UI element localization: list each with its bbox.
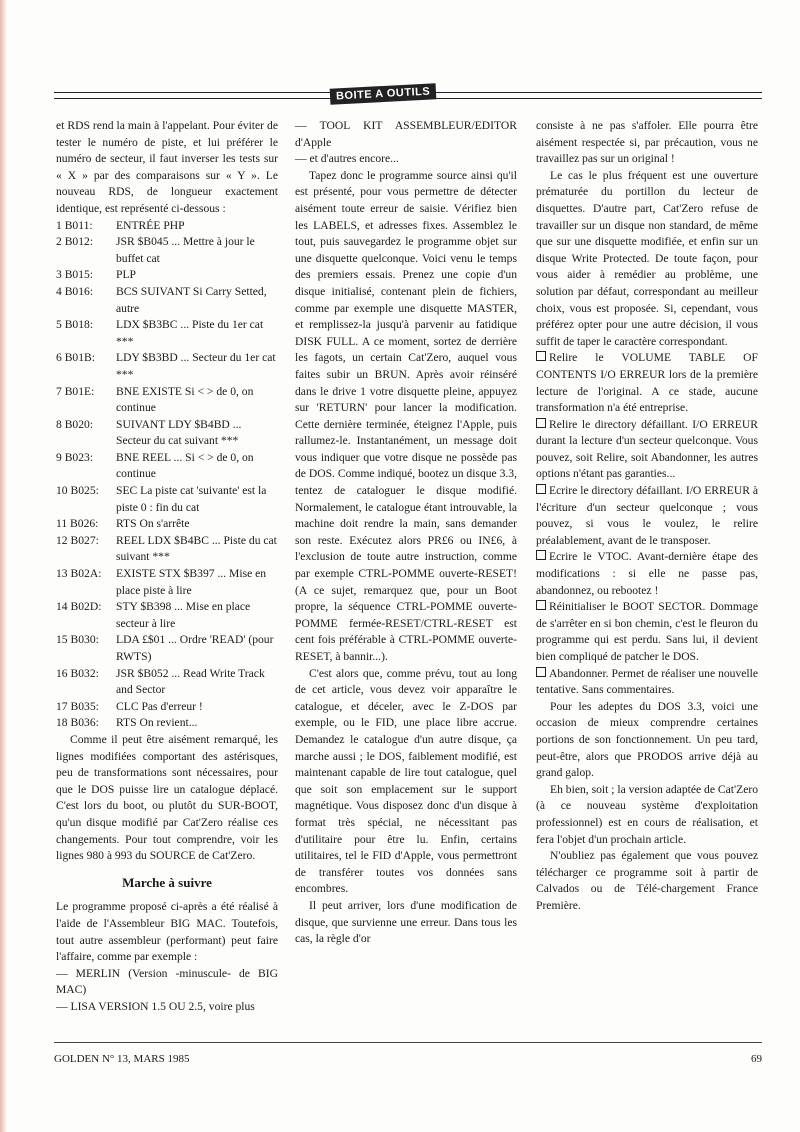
paragraph: et RDS rend la main à l'appelant. Pour éviter de tester le numéro de piste, et lui préférer le numéro de secteur, il faut inverser les tests sur « X » par des comparaisons sur « Y ». Le nouveau RDS, de longueur exactement identique, est représenté ci-dessous : bbox=[56, 119, 278, 215]
line-address: 12 B027: bbox=[56, 533, 99, 547]
issue-info: GOLDEN N° 13, MARS 1985 bbox=[54, 1053, 190, 1065]
column-1 bbox=[56, 118, 278, 1015]
option-item bbox=[536, 417, 758, 483]
checkbox-icon bbox=[536, 484, 546, 494]
line-code: RTS On revient... bbox=[116, 716, 198, 730]
line-code: EXISTE STX $B397 ... Mise en place piste à lire bbox=[116, 567, 267, 597]
paragraph: C'est alors que, comme prévu, tout au long de cet article, vous devez voir apparaître le catalogue, et déceler, avec le Z-DOS par exemple, ou le FID, une place libre accrue. Demandez le catalogue d'un autre disque, ça marche aussi ; le DOS, faiblement modifié, est maintenant capable de lire tout catalogue, quel que soit son emplacement sur le support magnétique. Vous disposez donc d'un disque à format très spécial, ne nécessitant pas d'utilitaire pour être lu. Enfin, certains utilitaires, tel le FID d'Apple, vous permettront de transférer toutes vos données sans encombres. bbox=[295, 666, 517, 896]
listing-line bbox=[56, 533, 278, 566]
option-text: Abandonner. Permet de réaliser une nouvelle tentative. Sans commentaires. bbox=[536, 666, 758, 697]
line-code: LDA £$01 ... Ordre 'READ' (pour RWTS) bbox=[116, 633, 274, 663]
listing-line bbox=[56, 566, 278, 599]
listing-line bbox=[56, 450, 278, 483]
listing-line bbox=[56, 350, 278, 383]
line-address: 1 B011: bbox=[56, 218, 93, 232]
listing-line bbox=[56, 284, 278, 317]
option-item bbox=[536, 549, 758, 599]
line-code: BCS SUIVANT Si Carry Setted, autre bbox=[116, 284, 267, 315]
paragraph: N'oubliez pas également que vous pouvez télécharger ce programme soit à partir de Calvados ou de Télé-chargement France Première. bbox=[536, 849, 758, 912]
paragraph: Tapez donc le programme source ainsi qu'il est présenté, pour vous permettre de détecter aisément toute erreur de saisie. Vérifiez bien les LABELS, et adresses fixes. Assemblez le tout, puis sauvegardez le programme objet sur une disquette quelconque. Voici venu le temps des premiers essais. Prenez une copie d'un disque initialisé, contenant plein de fichiers, comme par exemple une disquette MASTER, et remplissez-la jusqu'à parvenir au fatidique DISK FULL. A ce moment, sortez de derrière les fagots, un certain Cat'Zero, auquel vous faites subir un BRUN. Après avoir réinséré dans le drive 1 votre disquette pleine, appuyez sur 'RETURN' pour lancer la modification. Cette dernière terminée, éteignez l'Apple, puis rallumez-le. Instantanément, un message doit vous indiquer que votre disque ne possède pas de DOS. Comme indiqué, bootez un disque 3.3, tentez de cataloguer le disque modifié. Normalement, le catalogue étant introuvable, la machine doit rendre la main, sans demander son reste. Exécutez alors PR£6 ou IN£6, à l'exclusion de toute autre instruction, comme par exemple CTRL-POMME ouverte-RESET! (A ce sujet, remarquez que, pour un Boot propre, la séquence CTRL-POMME ouverte-POMME fermée-RESET/CTRL-RESET est cent fois préférable à CTRL-POMME ouverte-RESET, à bannir...). bbox=[295, 168, 517, 663]
page-edge bbox=[0, 0, 7, 1132]
checkbox-icon bbox=[536, 550, 546, 560]
line-address: 4 B016: bbox=[56, 284, 94, 298]
line-code: STY $B398 ... Mise en place secteur à lire bbox=[116, 600, 251, 630]
line-address: 6 B01B: bbox=[56, 351, 95, 365]
line-address: 5 B018: bbox=[56, 318, 94, 332]
line-code: JSR $B045 ... Mettre à jour le buffet cat bbox=[116, 235, 255, 265]
paragraph: Comme il peut être aisément remarqué, les lignes modifiées comportant des astérisques, peu de transformations sont nécessaires, pour que le DOS puisse lire un catalogue déplacé. C'est lors du boot, ou plutôt du SUR-BOOT, qu'un disque modifié par Cat'Zero réalise ces changements. Pour tout comprendre, voir les lignes 980 à 993 du SOURCE de Cat'Zero. bbox=[56, 732, 278, 863]
option-text: Relire le directory défaillant. I/O ERREUR durant la lecture d'un secteur quelconque. Vous pouvez, soit Relire, soit Abandonner, les autres options n'étant pas garanties... bbox=[536, 417, 758, 481]
line-address: 11 B026: bbox=[56, 517, 99, 531]
line-address: 18 B036: bbox=[56, 716, 99, 730]
option-text: Réinitialiser le BOOT SECTOR. Dommage de s'arrêter en si bon chemin, c'est le fleuron du programme qui est perdu. Sans lui, il devient bien compliqué de patcher le DOS. bbox=[536, 600, 758, 663]
line-address: 8 B020: bbox=[56, 417, 94, 431]
listing-line bbox=[56, 516, 278, 533]
paragraph: Il peut arriver, lors d'une modification de disque, que survienne une erreur. Dans tous les cas, la règle d'or bbox=[295, 898, 517, 946]
option-text: Relire le VOLUME TABLE OF CONTENTS I/O ERREUR lors de la première lecture de l'original. A ce stade, aucune transformation n'a été entreprise. bbox=[536, 351, 758, 415]
paragraph: consiste à ne pas s'affoler. Elle pourra être aisément respectée si, par précaution, vous ne travaillez pas sur un original ! bbox=[536, 119, 758, 166]
section-header bbox=[54, 86, 762, 106]
checkbox-icon bbox=[536, 418, 546, 428]
paragraph: Pour les adeptes du DOS 3.3, voici une occasion de mieux comprendre certaines portions de son fonctionnement. Un peu tard, peut-être, alors que PRODOS arrive déjà au grand galop. bbox=[536, 699, 758, 780]
list-item: — TOOL KIT ASSEMBLEUR/EDITOR d'Apple bbox=[295, 119, 517, 149]
listing-line bbox=[56, 699, 278, 716]
code-listing bbox=[56, 218, 278, 732]
option-item bbox=[536, 666, 758, 699]
line-address: 17 B035: bbox=[56, 699, 99, 713]
paragraph: Eh bien, soit ; la version adaptée de Cat'Zero (à ce nouveau système d'exploitation professionnel) est en cours de réalisation, et fera l'objet d'un prochain article. bbox=[536, 782, 758, 846]
column-3 bbox=[536, 118, 758, 915]
paragraph: Le cas le plus fréquent est une ouverture prématurée du portillon du lecteur de disquettes. D'autre part, Cat'Zero refuse de travailler sur un disque non standard, de même que sur une disquette modifiée, et enfin sur un disque Write Protected. De toute façon, pour vous aider à remédier au problème, une solution par défaut, correspondant au meilleur choix, vous est proposée. Si, cependant, vous préférez opter pour une autre décision, il vous suffit de taper le caractère correspondant. bbox=[536, 168, 758, 348]
line-address: 2 B012: bbox=[56, 235, 94, 249]
line-address: 7 B01E: bbox=[56, 384, 95, 398]
option-text: Ecrire le directory défaillant. I/O ERREUR à l'écriture d'un secteur quelconque ; vous pouvez, si vous le voulez, le relire préalablement, avant de le transposer. bbox=[536, 484, 758, 547]
line-code: SEC La piste cat 'suivante' est la piste 0 : fin du cat bbox=[116, 484, 267, 514]
listing-line bbox=[56, 483, 278, 516]
line-address: 3 B015: bbox=[56, 268, 94, 282]
line-code: LDY $B3BD ... Secteur du 1er cat *** bbox=[116, 351, 276, 381]
listing-line bbox=[56, 317, 278, 350]
listing-line bbox=[56, 384, 278, 417]
line-address: 10 B025: bbox=[56, 484, 99, 498]
line-code: PLP bbox=[116, 268, 136, 282]
option-item bbox=[536, 599, 758, 665]
checkbox-icon bbox=[536, 351, 546, 361]
listing-line bbox=[56, 234, 278, 267]
page-number: 69 bbox=[751, 1053, 762, 1065]
option-item bbox=[536, 350, 758, 416]
listing-line bbox=[56, 218, 278, 235]
listing-line bbox=[56, 267, 278, 284]
listing-line bbox=[56, 666, 278, 699]
listing-line bbox=[56, 599, 278, 632]
list-item: — MERLIN (Version -minuscule- de BIG MAC) bbox=[56, 966, 278, 997]
listing-line bbox=[56, 715, 278, 732]
line-address: 16 B032: bbox=[56, 666, 99, 680]
line-code: CLC Pas d'erreur ! bbox=[116, 699, 203, 713]
option-text: Ecrire le VTOC. Avant-dernière étape des modifications : si elle ne passe pas, abandonnez, ou rebootez ! bbox=[536, 550, 758, 597]
listing-line bbox=[56, 417, 278, 450]
line-code: SUIVANT LDY $B4BD ... Secteur du cat suivant *** bbox=[116, 417, 242, 448]
line-code: ENTRÉE PHP bbox=[116, 218, 185, 232]
listing-line bbox=[56, 632, 278, 665]
line-address: 15 B030: bbox=[56, 633, 99, 647]
line-code: BNE REEL ... Si < > de 0, on continue bbox=[116, 450, 254, 481]
list-item: — LISA VERSION 1.5 OU 2.5, voire plus bbox=[56, 999, 255, 1013]
line-address: 14 B02D: bbox=[56, 600, 102, 614]
page-footer bbox=[54, 1042, 762, 1065]
option-item bbox=[536, 483, 758, 549]
subheading: Marche à suivre bbox=[122, 874, 212, 890]
paragraph: Le programme proposé ci-après a été réalisé à l'aide de l'Assembleur BIG MAC. Toutefois, tout autre assembleur (performant) peut faire l'affaire, comme par exemple : bbox=[56, 900, 278, 964]
checkbox-icon bbox=[536, 600, 546, 610]
list-item: — et d'autres encore... bbox=[295, 152, 399, 166]
magazine-page bbox=[54, 85, 762, 1013]
line-code: LDX $B3BC ... Piste du 1er cat *** bbox=[116, 318, 264, 348]
line-address: 9 B023: bbox=[56, 450, 94, 464]
section-badge: BOITE A OUTILS bbox=[330, 83, 437, 105]
line-code: RTS On s'arrête bbox=[116, 517, 190, 531]
checkbox-icon bbox=[536, 667, 546, 677]
line-address: 13 B02A: bbox=[56, 567, 102, 581]
line-code: REEL LDX $B4BC ... Piste du cat suivant *** bbox=[116, 533, 277, 564]
line-code: JSR $B052 ... Read Write Track and Sector bbox=[116, 666, 265, 697]
column-2 bbox=[295, 118, 517, 948]
line-code: BNE EXISTE Si < > de 0, on continue bbox=[116, 384, 254, 415]
